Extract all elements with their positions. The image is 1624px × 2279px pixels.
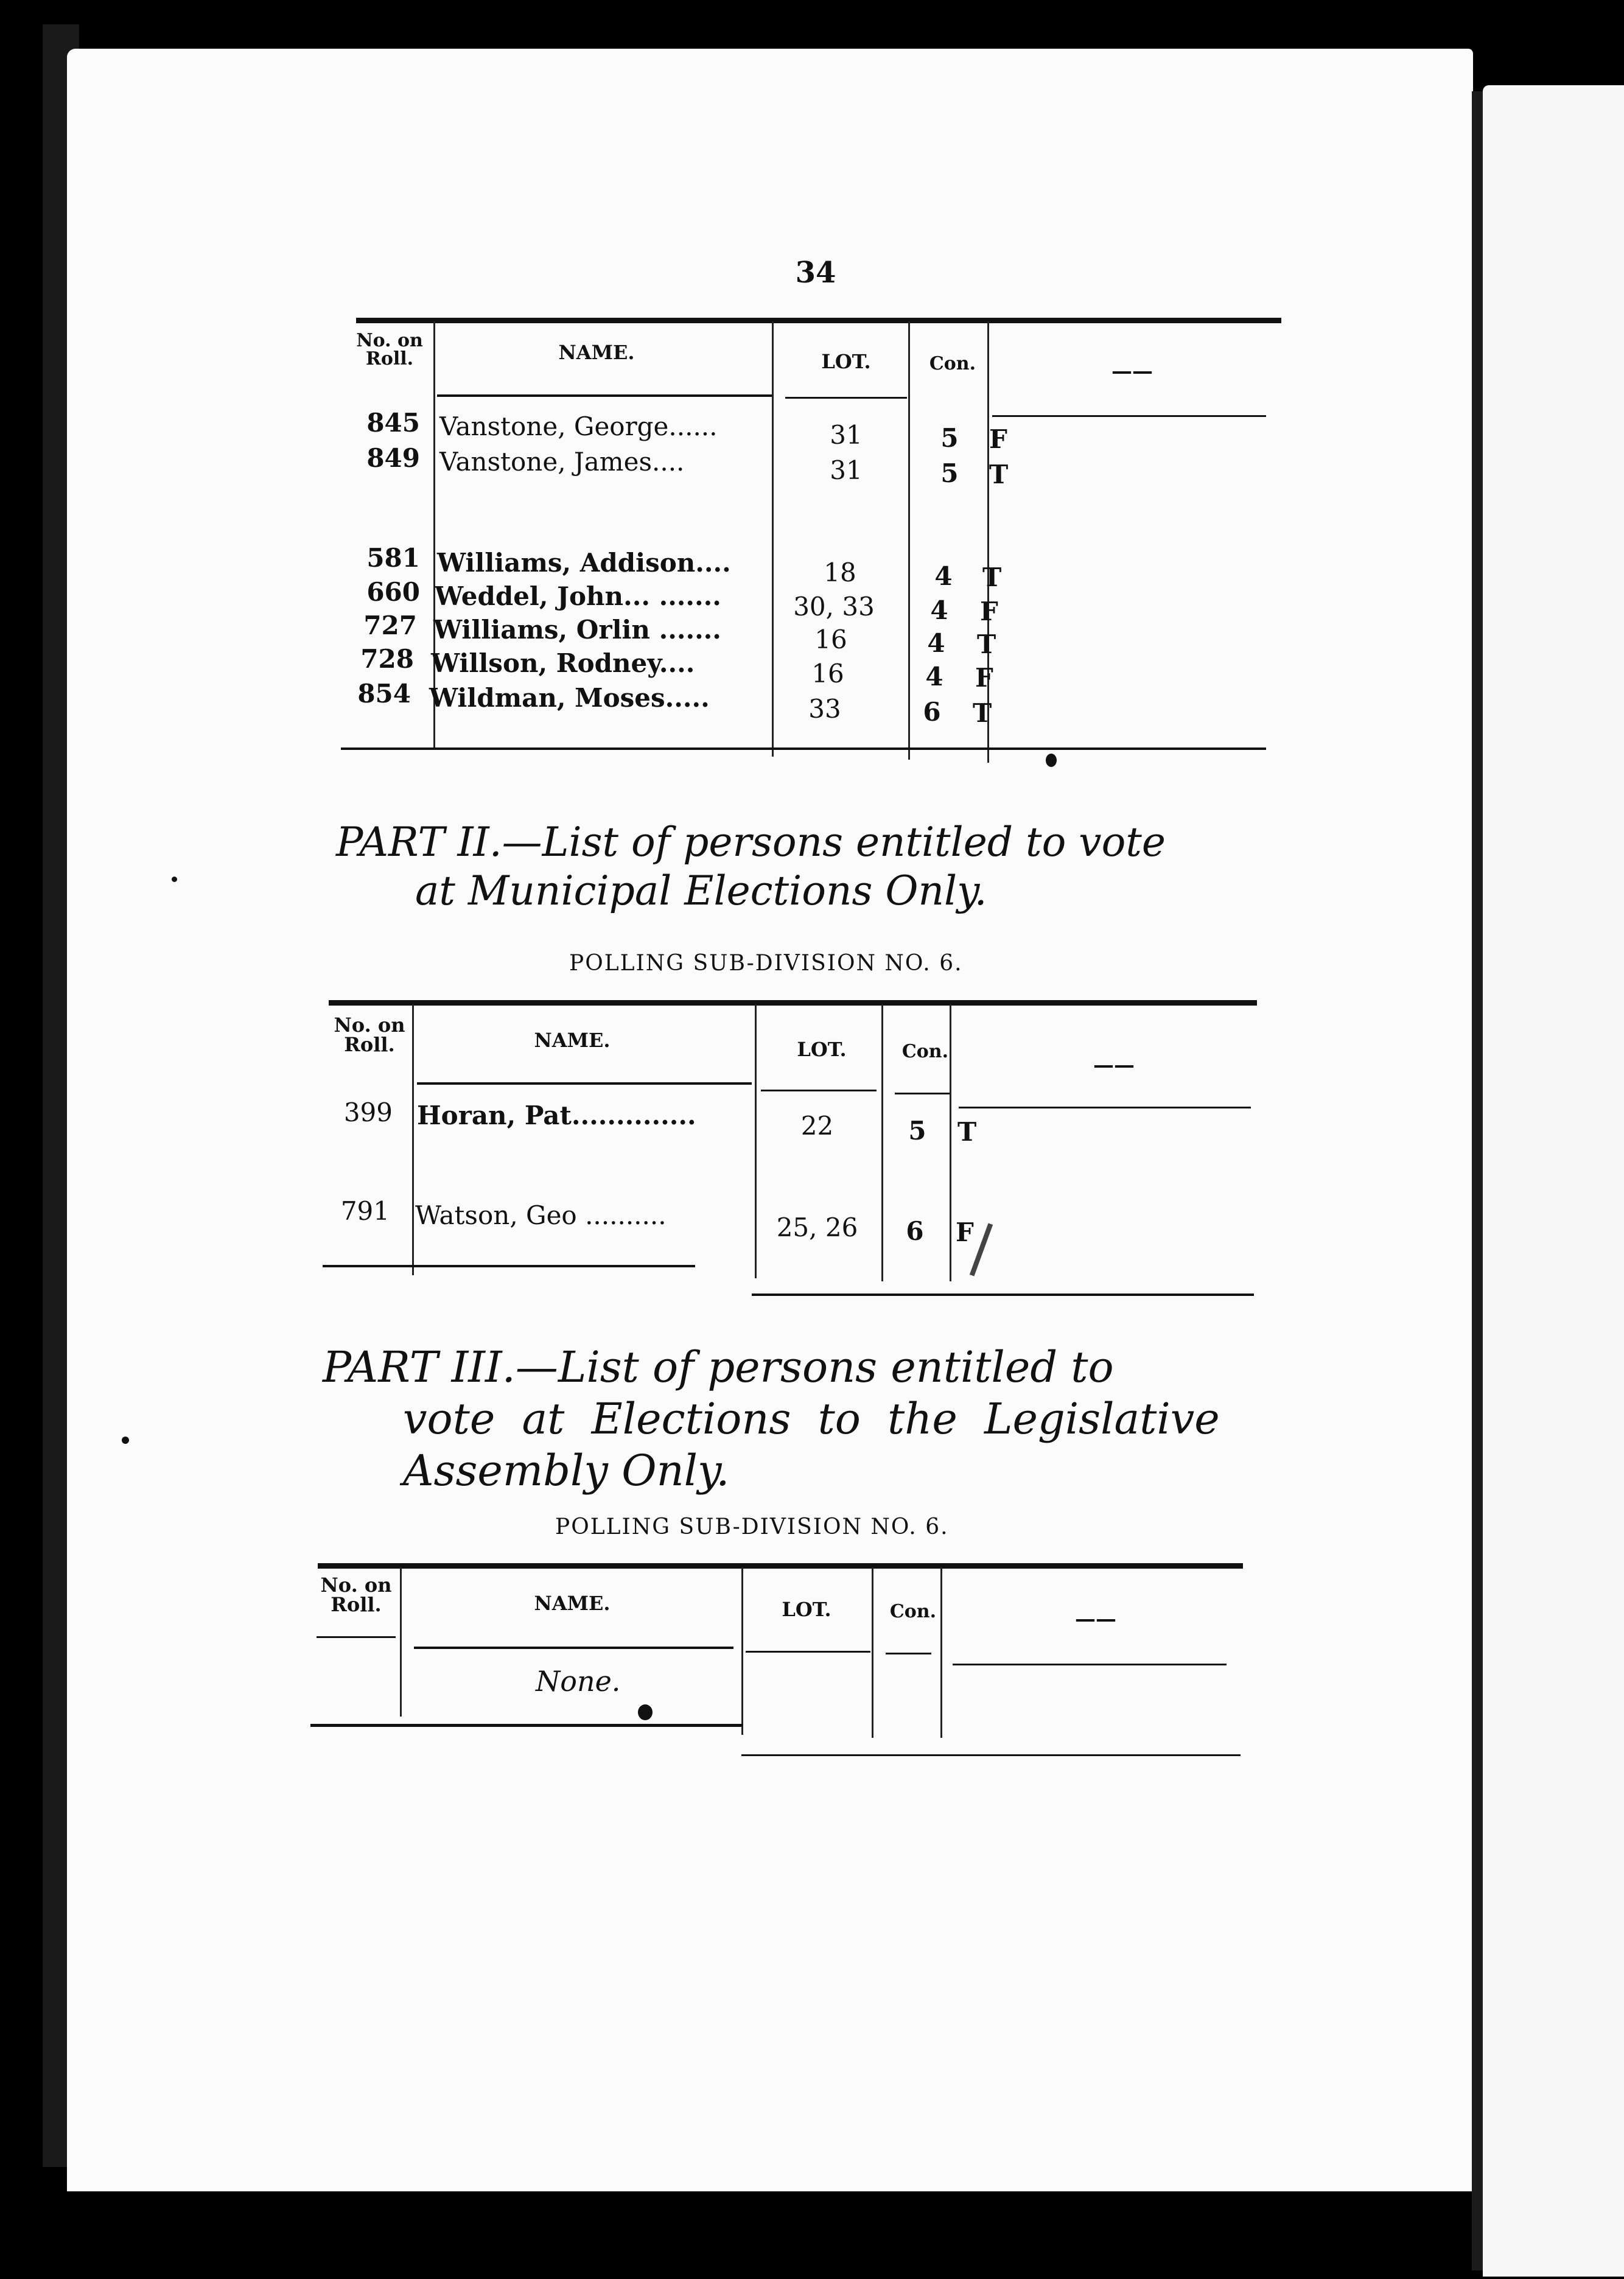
roll-number: 581 bbox=[366, 543, 420, 573]
roll-number: 854 bbox=[357, 679, 411, 709]
roll-number: 727 bbox=[363, 611, 417, 640]
part3-title-line3: Assembly Only. bbox=[403, 1446, 730, 1496]
roll-number: 849 bbox=[366, 443, 420, 473]
voter-name: Willson, Rodney.... bbox=[431, 648, 695, 678]
table1-divider-4 bbox=[987, 321, 989, 763]
table2-con-header: Con. bbox=[901, 1041, 949, 1062]
ink-speck bbox=[1046, 754, 1057, 767]
part3-subtitle: POLLING SUB-DIVISION NO. 6. bbox=[555, 1514, 949, 1539]
con-value: 4 bbox=[930, 595, 948, 625]
table1-bottom-rule bbox=[341, 747, 1266, 750]
table3-lot-header: LOT. bbox=[782, 1598, 831, 1621]
roll-number: 728 bbox=[360, 644, 414, 674]
table1-top-rule bbox=[356, 318, 1281, 323]
table3-last-underline bbox=[953, 1664, 1227, 1665]
table1-name-underline bbox=[437, 394, 772, 397]
lot-value: 16 bbox=[814, 625, 847, 654]
status-flag: F bbox=[980, 597, 998, 626]
table2-lot-underline bbox=[761, 1090, 877, 1091]
con-value: 5 bbox=[940, 423, 959, 453]
con-value: 4 bbox=[934, 561, 953, 591]
con-value: 6 bbox=[923, 697, 941, 727]
voter-name: Williams, Addison.... bbox=[437, 548, 731, 578]
ink-speck bbox=[638, 1704, 653, 1720]
table2-bottom-rule-left bbox=[323, 1265, 695, 1267]
voter-name: Wildman, Moses..... bbox=[429, 683, 710, 713]
voter-name: Williams, Orlin ....... bbox=[433, 615, 721, 645]
table3-lot-underline bbox=[746, 1651, 870, 1653]
voter-name: Vanstone, James.... bbox=[439, 447, 685, 477]
facing-page bbox=[1483, 85, 1624, 2277]
table3-divider-1 bbox=[400, 1567, 402, 1717]
lot-value: 33 bbox=[808, 694, 841, 724]
status-flag: T bbox=[982, 562, 1002, 592]
status-flag: F bbox=[989, 424, 1007, 454]
table3-last-header: —— bbox=[1075, 1607, 1116, 1631]
table3-name-header: NAME. bbox=[534, 1592, 611, 1615]
table2-lot-header: LOT. bbox=[797, 1038, 847, 1061]
table3-bottom-rule-right bbox=[741, 1754, 1241, 1756]
none-entry: None. bbox=[536, 1665, 621, 1698]
table3-con-header: Con. bbox=[889, 1601, 937, 1622]
status-flag: T bbox=[977, 629, 996, 659]
roll-number: 660 bbox=[366, 577, 420, 607]
table2-last-underline bbox=[959, 1107, 1251, 1108]
table1-last-underline bbox=[992, 415, 1266, 417]
table1-divider-3 bbox=[908, 321, 910, 760]
ink-speck bbox=[122, 1437, 129, 1444]
table1-con-header: Con. bbox=[929, 353, 976, 374]
voter-name: Horan, Pat.............. bbox=[417, 1101, 696, 1130]
ink-speck bbox=[172, 877, 177, 882]
voter-name: Weddel, John... ....... bbox=[435, 581, 721, 611]
table2-roll-header: No. on Roll. bbox=[334, 1013, 405, 1056]
voter-name: Vanstone, George...... bbox=[439, 411, 718, 441]
table3-roll-underline bbox=[317, 1636, 396, 1638]
table1-divider-2 bbox=[772, 321, 774, 757]
table1-roll-header: No. on Roll. bbox=[356, 330, 423, 369]
lot-value: 31 bbox=[830, 455, 863, 485]
book-spine bbox=[1472, 91, 1483, 2270]
table2-bottom-rule-right bbox=[752, 1294, 1254, 1296]
table2-con-underline bbox=[895, 1093, 950, 1094]
table1-lot-underline bbox=[785, 397, 907, 399]
status-flag: T bbox=[957, 1117, 977, 1147]
table3-name-underline bbox=[414, 1647, 733, 1649]
table3-divider-4 bbox=[940, 1567, 942, 1738]
table2-name-header: NAME. bbox=[534, 1029, 611, 1052]
roll-number: 399 bbox=[343, 1097, 393, 1127]
table2-last-header: —— bbox=[1093, 1053, 1135, 1077]
table3-top-rule bbox=[318, 1563, 1243, 1569]
table2-divider-2 bbox=[755, 1004, 757, 1278]
table1-name-header: NAME. bbox=[558, 341, 635, 364]
table2-name-underline bbox=[417, 1082, 752, 1085]
part3-title-line2: vote at Elections to the Legislative bbox=[403, 1394, 1220, 1444]
voter-name: Watson, Geo .......... bbox=[415, 1200, 667, 1230]
table3-bottom-rule-left bbox=[310, 1724, 743, 1727]
status-flag: F bbox=[975, 663, 993, 693]
roll-number: 845 bbox=[366, 408, 420, 438]
part2-subtitle: POLLING SUB-DIVISION NO. 6. bbox=[569, 951, 963, 976]
lot-value: 30, 33 bbox=[793, 592, 875, 621]
part2-title-line1: PART II.—List of persons entitled to vote bbox=[336, 819, 1166, 866]
con-value: 5 bbox=[908, 1116, 926, 1146]
page-number: 34 bbox=[795, 256, 836, 290]
status-flag: F bbox=[956, 1217, 974, 1247]
table1-lot-header: LOT. bbox=[821, 350, 871, 373]
con-value: 5 bbox=[940, 458, 959, 488]
table3-divider-3 bbox=[872, 1567, 873, 1738]
table2-top-rule bbox=[329, 1000, 1257, 1006]
con-value: 4 bbox=[927, 628, 945, 658]
table1-last-header: —— bbox=[1111, 359, 1153, 383]
status-flag: T bbox=[989, 460, 1009, 489]
table3-roll-header: No. on Roll. bbox=[320, 1574, 392, 1616]
lot-value: 25, 26 bbox=[776, 1213, 858, 1242]
lot-value: 18 bbox=[824, 558, 856, 587]
table2-divider-1 bbox=[412, 1004, 414, 1275]
table3-divider-2 bbox=[741, 1567, 743, 1735]
lot-value: 31 bbox=[830, 420, 863, 450]
status-flag: T bbox=[973, 698, 992, 728]
part3-title-line1: PART III.—List of persons entitled to bbox=[323, 1342, 1114, 1392]
roll-number: 791 bbox=[340, 1196, 390, 1226]
con-value: 4 bbox=[925, 662, 943, 691]
table3-con-underline bbox=[886, 1653, 931, 1654]
con-value: 6 bbox=[906, 1216, 924, 1246]
lot-value: 22 bbox=[800, 1111, 834, 1141]
part2-title-line2: at Municipal Elections Only. bbox=[415, 867, 987, 914]
lot-value: 16 bbox=[811, 659, 844, 688]
